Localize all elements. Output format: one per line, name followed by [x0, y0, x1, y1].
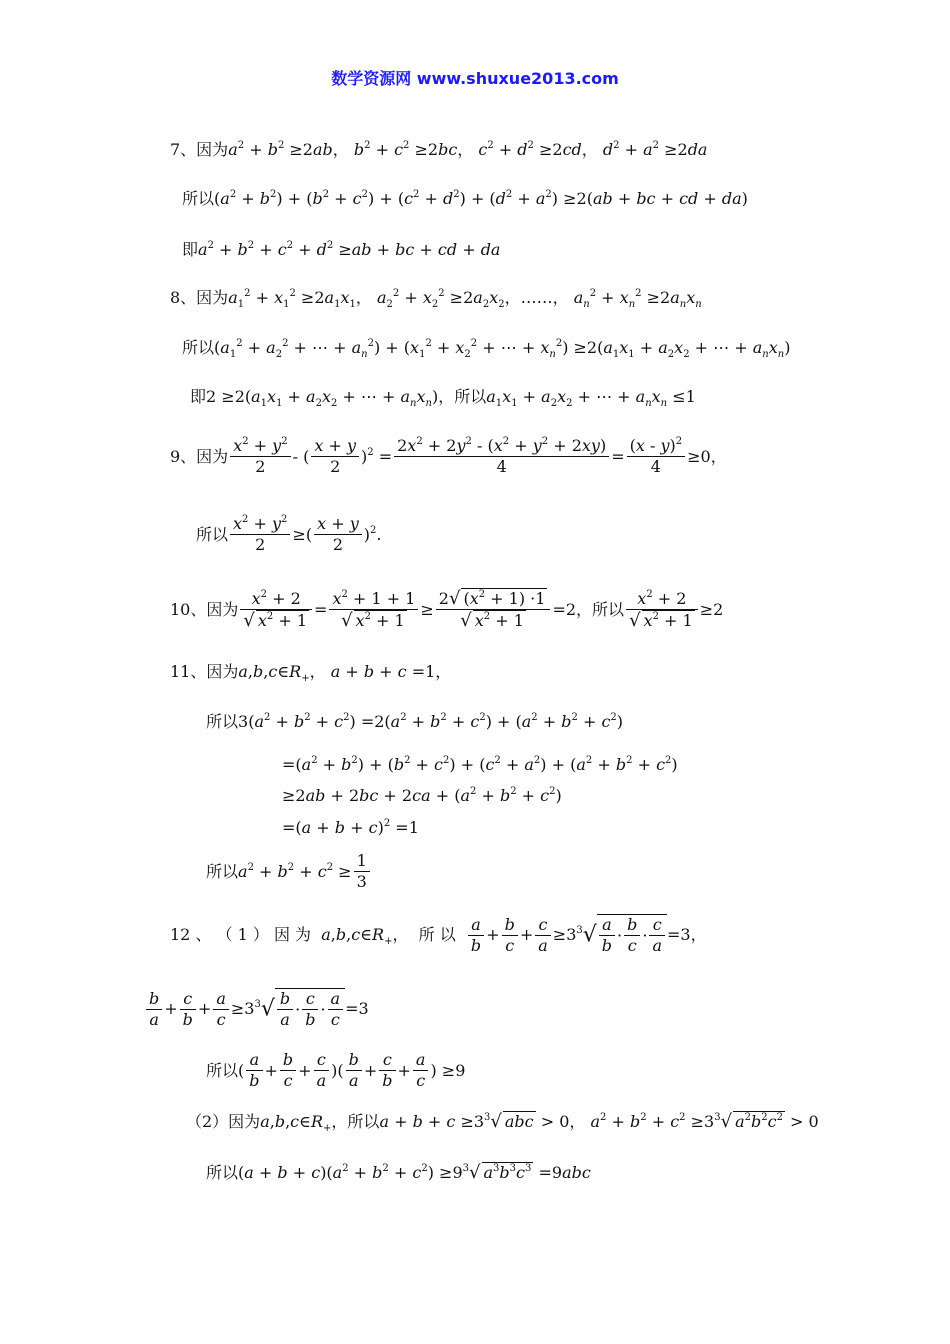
- p12-line4: （2）因为$a,b,c\in R_+$，所以$a + b + c \ge 3^3√$ abc > 0， $a^2 + b^2 + c^2 \ge 3^3√$ $a^2b^2c^2 > 0$: [186, 1111, 819, 1134]
- p12-so-label-3: ，所以: [331, 1112, 380, 1131]
- header-site-name: 数学资源网: [331, 69, 412, 88]
- p8-ellipsis: ……: [520, 288, 553, 307]
- p11-line4: $\ge 2ab + 2bc + 2ca + (a^2 + b^2 + c^2)$: [282, 786, 562, 805]
- p8-label: 8、因为: [170, 288, 229, 307]
- p8-line1: 8、因为$a_1^2 + x_1^2 \ge 2a_1x_1$， $a_2^2 + x_2^2 \ge 2a_2x_2$，……， $a_n^2 + x_n^2 \ge 2a_nx_n$: [170, 288, 702, 310]
- p9-so-label: 所以: [196, 524, 229, 544]
- p8-line3: 即$2 \ge 2(a_1x_1 + a_2x_2$ + ⋯ + $a_nx_n$)，所以$a_1x_1 + a_2x_2$ + ⋯ + $a_nx_n \le 1$: [190, 387, 696, 409]
- p7-line1: 7、因为$a^2 + b^2 \ge 2ab$， $b^2 + c^2 \ge 2bc$， $c^2 + d^2 \ge 2cd$， $d^2 + a^2 \ge 2da$: [170, 140, 708, 159]
- p7-line3: 即$a^2 + b^2 + c^2 + d^2 \ge ab$ + bc + cd + da: [182, 240, 501, 259]
- p11-line3: $=(a^2 + b^2) + (b^2 + c^2) + (c^2 + a^2) + (a^2 + b^2 + c^2)$: [282, 755, 678, 774]
- p7-ie-label: 即: [182, 240, 199, 259]
- p11-line2: 所以$3(a^2 + b^2 + c^2) =2(a^2 + b^2 + c^2) + (a^2 + b^2 + c^2)$: [206, 712, 624, 731]
- p12-line5: 所以$(a + b + c)(a^2 + b^2 + c^2) \ge 9^3√$ $a^3b^3c^3 =9abc$: [206, 1162, 591, 1183]
- p7-so-label: 所以: [182, 189, 215, 208]
- p12-line1: 12 、 （ 1 ） 因 为 $a,b,c\in R_+$， 所 以 $\frac{a}{b}$ + $\frac{b}{c}$ + $\frac{c}{a}$ $\ge 3^3√$ $\frac{a}{b}$ · $\frac{b}{c}$ · $\frac{c}{a}$ =3，: [170, 914, 707, 955]
- p11-so-label-2: 所以: [206, 861, 239, 881]
- p12-so-label-4: 所以: [206, 1163, 239, 1182]
- p9-line1: 9、因为 $\frac{x^2 + y^2}{2}$ - ( $\frac{x + y}{2}$ )$^2$ = $\frac{2x^2 + 2y^2 - (x^2 + y^2 + 2xy)}{4}$ = $\frac{(x - y)^2}{4}$ ≥0，: [170, 436, 727, 476]
- p11-so-label: 所以: [206, 712, 239, 731]
- p12-label: 12 、 （ 1 ） 因 为: [170, 925, 312, 944]
- p8-line2: 所以($a_1^2 + a_2^2$ + ⋯ + $a_n^2) + (x_1^2 + x_2^2$ + ⋯ + $x_n^2) \ge 2(a_1x_1 + a_2x_2$ + ⋯ + $a_nx_n$): [182, 338, 791, 360]
- p12-line2: $\frac{b}{a}$ + $\frac{c}{b}$ + $\frac{a}{c}$ $\ge 3^3√$ $\frac{b}{a}$ · $\frac{c}{b}$ · $\frac{a}{c}$ =3: [144, 988, 369, 1030]
- p7-label: 7、因为: [170, 140, 229, 159]
- page-header: [0, 66, 950, 89]
- p12-line3: 所以( $\frac{a}{b}$ + $\frac{b}{c}$ + $\frac{c}{a}$ )( $\frac{b}{a}$ + $\frac{c}{b}$ + $\frac{a}{c}$ ) ≥9: [206, 1050, 466, 1090]
- p11-label: 11、因为: [170, 662, 239, 681]
- p12-part2-label: （2）因为: [186, 1112, 261, 1131]
- p7-line2: 所以$(a^2 + b^2) + (b^2 + c^2) + (c^2 + d^2) + (d^2 + a^2) \ge 2(ab$ + bc + cd + da): [182, 189, 748, 208]
- p12-so-label-2: 所以: [206, 1060, 239, 1080]
- p10-so-label: ，所以: [576, 599, 625, 619]
- p8-so-label-2: ，所以: [438, 387, 487, 406]
- p12-so-label: 所 以: [418, 925, 456, 944]
- p9-line2: 所以 $\frac{x^2 + y^2}{2}$ ≥( $\frac{x + y}{2}$ )$^2$.: [196, 514, 382, 554]
- p10-label: 10、因为: [170, 599, 239, 619]
- p10-line: 10、因为 $\frac{x^2 + 2}{√ x^2 + 1}$ = $\frac{x^2 + 1 + 1}{√ x^2 + 1}$ ≥ $\frac{2√ (x^2 + 1) \cdot 1}{√ x^2 + 1}$ =2，所以 $\frac{x^2 + 2}{√ x^2 + 1}$ ≥2: [170, 588, 724, 631]
- p8-so-label: 所以: [182, 338, 215, 357]
- p8-ie-label: 即: [190, 387, 207, 406]
- p9-label: 9、因为: [170, 446, 229, 466]
- p11-line5: $=(a + b + c)^2 =1$: [282, 818, 419, 837]
- p11-line1: 11、因为$a,b,c\in R_+$， a + b + c =1，: [170, 662, 452, 684]
- p11-line6: 所以$a^2 + b^2 + c^2$ ≥ $\frac{1}{3}$: [206, 851, 372, 892]
- header-url: www.shuxue2013.com: [416, 69, 619, 88]
